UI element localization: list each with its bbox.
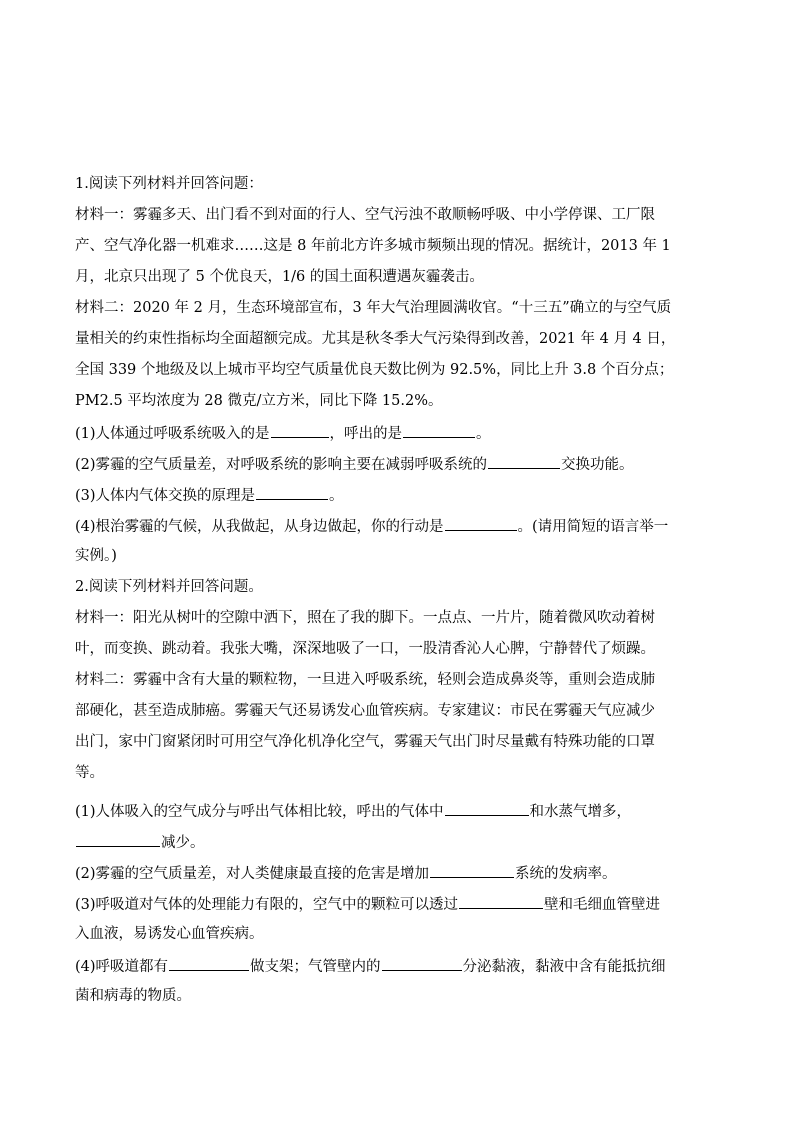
q1-material-2-line-2: 量相关的约束性指标均全面超额完成。尤其是秋冬季大气污染得到改善，2021 年 4 月 4 日，	[75, 331, 676, 347]
document-title-line-2	[0, 137, 794, 161]
q2-material-2-line-4: 等。	[75, 765, 104, 781]
q2-s2-answer-blank[interactable]	[430, 862, 514, 878]
q2-material-1-line-1: 材料一：阳光从树叶的空隙中洒下，照在了我的脚下。一点点、一片片，随着微风吹动着树	[75, 610, 655, 626]
q2-s2-text-b: 系统的发病率。	[515, 866, 617, 882]
question-2-heading: 2.阅读下列材料并回答问题。	[75, 579, 263, 595]
q1-s4-answer-blank[interactable]	[445, 515, 517, 531]
q2-s3-answer-blank[interactable]	[459, 893, 543, 909]
q2-s3-text-a: (3)呼吸道对气体的处理能力有限的，空气中的颗粒可以透过	[75, 897, 459, 913]
q2-material-2-line-3: 出门，家中门窗紧闭时可用空气净化机净化空气，雾霾天气出门时尽量戴有特殊功能的口罩	[75, 734, 655, 750]
q2-subquestion-1	[75, 800, 631, 822]
q1-subquestion-2	[75, 453, 634, 475]
q2-material-1-line-2: 叶，而变换、跳动着。我张大嘴，深深地吸了一口，一股清香沁人心脾，宁静替代了烦躁。	[75, 641, 655, 657]
q2-s1-text-a: (1)人体吸入的空气成分与呼出气体相比较，呼出的气体中	[75, 804, 444, 820]
q2-subquestion-4	[75, 955, 666, 977]
q2-subquestion-3-continued: 入血液，易诱发心血管疾病。	[75, 926, 264, 942]
q1-material-2-line-3: 全国 339 个地级及以上城市平均空气质量优良天数比例为 92.5%，同比上升 3.8 个百分点；	[75, 362, 674, 378]
q2-s1-text-b: 和水蒸气增多，	[529, 804, 632, 820]
document-title-line-1	[0, 96, 794, 120]
q1-material-1-line-3: 月，北京只出现了 5 个优良天，1/6 的国土面积遭遇灰霾袭击。	[75, 269, 484, 285]
q1-s4-text-a: (4)根治雾霾的气候，从我做起，从身边做起，你的行动是	[75, 519, 444, 535]
q1-s1-text-a: (1)人体通过呼吸系统吸入的是	[75, 426, 270, 442]
q1-material-1-line-2: 产、空气净化器一机难求……这是 8 年前北方许多城市频频出现的情况。据统计，2013 年 1	[75, 238, 671, 254]
q1-subquestion-1	[75, 422, 491, 444]
q1-s3-answer-blank[interactable]	[256, 484, 328, 500]
q1-subquestion-4-continued: 实例。)	[75, 548, 117, 564]
q2-s1-answer-blank-2[interactable]	[76, 831, 160, 847]
q2-s4-text-a: (4)呼吸道都有	[75, 959, 169, 975]
q1-subquestion-4	[75, 515, 668, 537]
q1-s3-text-a: (3)人体内气体交换的原理是	[75, 488, 256, 504]
q1-material-2-line-4: PM2.5 平均浓度为 28 微克/立方米，同比下降 15.2%。	[75, 393, 443, 409]
q1-material-1-line-1: 材料一：雾霾多天、出门看不到对面的行人、空气污浊不敢顺畅呼吸、中小学停课、工厂限	[75, 207, 655, 223]
q2-s4-text-b: 做支架；气管壁内的	[250, 959, 381, 975]
q1-s1-answer-blank-2[interactable]	[403, 422, 475, 438]
question-1-heading: 1.阅读下列材料并回答问题：	[75, 176, 263, 192]
q2-subquestion-1-continued	[75, 831, 205, 853]
q2-s1-answer-blank-1[interactable]	[445, 800, 529, 816]
q1-s4-text-b: 。(请用简短的语言举一	[517, 519, 669, 535]
q1-s2-answer-blank[interactable]	[488, 453, 560, 469]
q1-s1-text-b: ，呼出的是	[329, 426, 403, 442]
q1-subquestion-3	[75, 484, 344, 506]
q2-subquestion-3	[75, 893, 660, 915]
q1-material-2-line-1: 材料二：2020 年 2 月，生态环境部宣布，3 年大气治理圆满收官。“十三五”确立的与空气质	[75, 300, 672, 316]
q2-material-2-line-1: 材料二：雾霾中含有大量的颗粒物，一旦进入呼吸系统，轻则会造成鼻炎等，重则会造成肺	[75, 672, 655, 688]
q2-s4-answer-blank-1[interactable]	[169, 955, 249, 971]
q2-subquestion-4-continued: 菌和病毒的物质。	[75, 988, 191, 1004]
q2-material-2-line-2: 部硬化，甚至造成肺癌。雾霾天气还易诱发心血管疾病。专家建议：市民在雾霾天气应减少	[75, 703, 655, 719]
q1-s2-text-a: (2)雾霾的空气质量差，对呼吸系统的影响主要在减弱呼吸系统的	[75, 457, 488, 473]
q1-s1-text-c: 。	[476, 426, 491, 442]
q2-s1-text-c: 减少。	[161, 835, 205, 851]
q2-s4-text-c: 分泌黏液，黏液中含有能抵抗细	[462, 959, 666, 975]
q2-subquestion-2	[75, 862, 617, 884]
q2-s4-answer-blank-2[interactable]	[382, 955, 462, 971]
q1-s1-answer-blank-1[interactable]	[271, 422, 329, 438]
q1-s2-text-b: 交换功能。	[561, 457, 634, 473]
q1-s3-text-b: 。	[329, 488, 344, 504]
q2-s2-text-a: (2)雾霾的空气质量差，对人类健康最直接的危害是增加	[75, 866, 430, 882]
q2-s3-text-b: 壁和毛细血管壁进	[544, 897, 661, 913]
